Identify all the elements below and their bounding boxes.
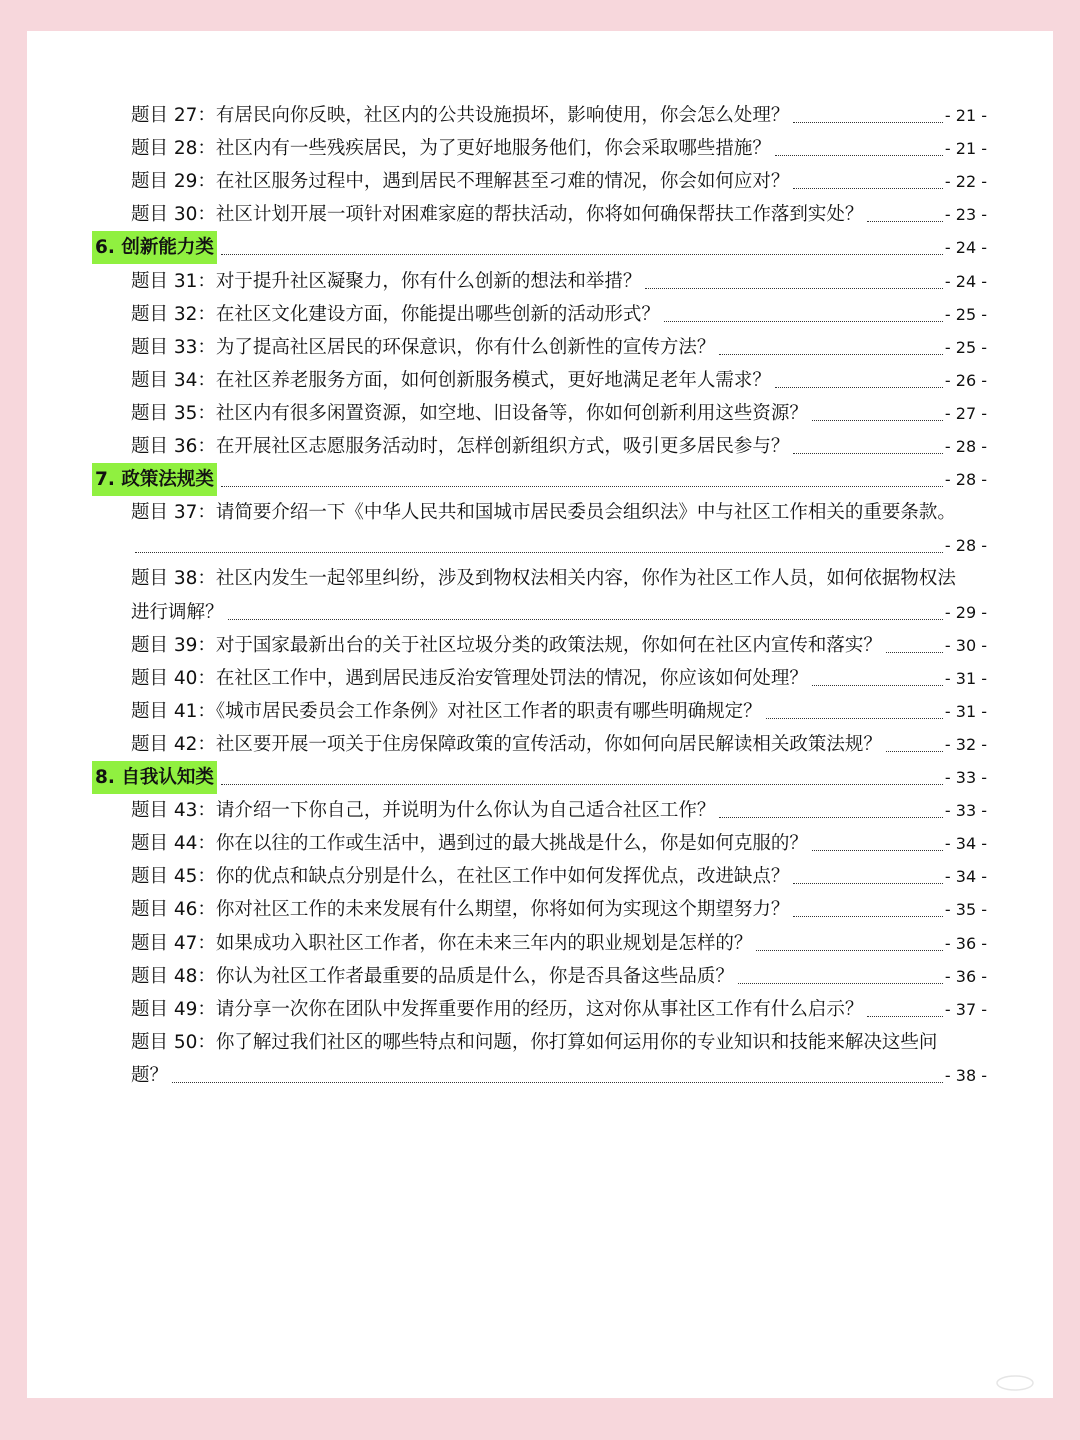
toc-item-text: 题目 48：你认为社区工作者最重要的品质是什么，你是否具备这些品质？: [131, 965, 734, 987]
dot-leader: [719, 354, 942, 355]
toc-section-row[interactable]: [92, 761, 987, 794]
toc-item-text: 题目 41：《城市居民委员会工作条例》对社区工作者的职责有哪些明确规定？: [131, 700, 762, 722]
toc-item-text: 题目 35：社区内有很多闲置资源，如空地、旧设备等，你如何创新利用这些资源？: [131, 402, 808, 424]
page-number: - 23 -: [944, 205, 987, 225]
page-number: - 38 -: [944, 1065, 987, 1085]
toc-item-row[interactable]: [131, 794, 987, 827]
dot-leader: [221, 784, 943, 785]
toc-item-text: 题目 31：对于提升社区凝聚力，你有什么创新的想法和举措？: [131, 270, 642, 292]
page-number: - 21 -: [944, 106, 987, 125]
page-number: - 28 -: [944, 536, 987, 556]
toc-item-text: 题目 42：社区要开展一项关于住房保障政策的宣传活动，你如何向居民解读相关政策法规？: [131, 733, 882, 755]
dot-leader: [793, 122, 942, 123]
dot-leader: [793, 188, 942, 189]
dot-leader: [221, 254, 943, 255]
toc-item-text: 题目 30：社区计划开展一项针对困难家庭的帮扶活动，你将如何确保帮扶工作落到实处？: [131, 204, 864, 226]
page-number: - 25 -: [944, 304, 987, 324]
dot-leader: [738, 983, 943, 984]
toc-item-row[interactable]: [131, 927, 987, 960]
toc-section-row[interactable]: [92, 231, 987, 264]
page-number: - 30 -: [944, 635, 987, 655]
page-number: - 28 -: [944, 437, 987, 456]
toc-item-row[interactable]: [131, 827, 987, 860]
page-number: - 34 -: [944, 834, 987, 854]
toc-item-text: 题目 32：在社区文化建设方面，你能提出哪些创新的活动形式？: [131, 303, 660, 325]
page-number: - 36 -: [944, 966, 987, 986]
page-number: - 33 -: [944, 801, 987, 821]
page-number: - 35 -: [944, 900, 987, 920]
toc-item-row[interactable]: [131, 629, 987, 662]
toc-item-continuation: 题？: [131, 1064, 169, 1086]
toc-item-row[interactable]: [131, 198, 987, 231]
toc-item-text: 题目 43：请介绍一下你自己，并说明为什么你认为自己适合社区工作？: [131, 800, 716, 822]
toc-item-text: 题目 49：请分享一次你在团队中发挥重要作用的经历，这对你从事社区工作有什么启示？: [131, 998, 864, 1020]
toc-item-row[interactable]: [131, 960, 987, 993]
toc-section-row[interactable]: [92, 463, 987, 496]
toc-item-text: 题目 47：如果成功入职社区工作者，你在未来三年内的职业规划是怎样的？: [131, 932, 753, 954]
dot-leader: [775, 387, 943, 388]
toc-item-row[interactable]: [131, 695, 987, 728]
page-number: - 37 -: [944, 999, 987, 1019]
document-page: [27, 31, 1053, 1398]
toc-item-row[interactable]: [131, 993, 987, 1026]
toc-item-text: 题目 37：请简要介绍一下《中华人民共和国城市居民委员会组织法》中与社区工作相关的重要条款。: [131, 502, 956, 524]
page-number: - 31 -: [944, 668, 987, 688]
page-number: - 21 -: [944, 139, 987, 159]
page-number: - 32 -: [944, 734, 987, 754]
toc-item-row[interactable]: [131, 1059, 987, 1092]
dot-leader: [812, 850, 943, 851]
dot-leader: [664, 321, 943, 322]
dot-leader: [793, 916, 942, 917]
dot-leader: [867, 221, 942, 222]
dot-leader: [719, 817, 942, 818]
dot-leader: [645, 288, 942, 289]
toc-item-text: 题目 33：为了提高社区居民的环保意识，你有什么创新性的宣传方法？: [131, 336, 716, 358]
dot-leader: [766, 718, 943, 719]
section-heading: 8. 自我认知类: [92, 761, 217, 794]
toc-item-row[interactable]: [131, 728, 987, 761]
toc-item-row[interactable]: [131, 893, 987, 926]
dot-leader: [775, 155, 943, 156]
dot-leader: [812, 685, 943, 686]
toc-item-text: 题目 29：在社区服务过程中，遇到居民不理解甚至刁难的情况，你会如何应对？: [131, 171, 790, 193]
toc-item-text: 题目 36：在开展社区志愿服务活动时，怎样创新组织方式，吸引更多居民参与？: [131, 436, 790, 457]
dot-leader: [221, 486, 943, 487]
page-number: - 27 -: [944, 403, 987, 423]
toc-item-row[interactable]: [131, 596, 987, 629]
page-number: - 22 -: [944, 172, 987, 192]
toc-item-row[interactable]: [131, 860, 987, 893]
dot-leader: [793, 883, 942, 884]
toc-item-text: 题目 34：在社区养老服务方面，如何创新服务模式，更好地满足老年人需求？: [131, 369, 771, 391]
dot-leader: [756, 950, 942, 951]
page-number: - 28 -: [944, 470, 987, 490]
dot-leader: [228, 619, 943, 620]
toc-item-row[interactable]: [131, 331, 987, 364]
toc-item-text: 题目 27：有居民向你反映，社区内的公共设施损坏，影响使用，你会怎么处理？: [131, 105, 790, 126]
section-heading: 7. 政策法规类: [92, 463, 217, 496]
toc-item-text: 题目 40：在社区工作中，遇到居民违反治安管理处罚法的情况，你应该如何处理？: [131, 667, 808, 689]
toc-item-text: 题目 39：对于国家最新出台的关于社区垃圾分类的政策法规，你如何在社区内宣传和落实？: [131, 634, 882, 656]
toc-item-row[interactable]: [131, 529, 987, 562]
toc-item-row[interactable]: [131, 430, 987, 463]
toc-item-text: 题目 46：你对社区工作的未来发展有什么期望，你将如何为实现这个期望努力？: [131, 899, 790, 921]
page-number: - 24 -: [944, 271, 987, 291]
dot-leader: [867, 1016, 942, 1017]
toc-item-row[interactable]: [131, 397, 987, 430]
page-number: - 36 -: [944, 933, 987, 953]
toc-item-row[interactable]: [131, 298, 987, 331]
page-number: - 24 -: [944, 238, 987, 258]
page-number: - 25 -: [944, 337, 987, 357]
dot-leader: [135, 552, 943, 553]
dot-leader: [886, 751, 943, 752]
page-number: - 34 -: [944, 867, 987, 887]
page-number: - 29 -: [944, 602, 987, 622]
toc-item-row[interactable]: [131, 99, 987, 132]
toc-item-text: 题目 28：社区内有一些残疾居民，为了更好地服务他们，你会采取哪些措施？: [131, 138, 771, 160]
dot-leader: [793, 453, 942, 454]
dot-leader: [812, 420, 943, 421]
dot-leader: [886, 652, 943, 653]
toc-item-text: 题目 50：你了解过我们社区的哪些特点和问题，你打算如何运用你的专业知识和技能来解决这些问: [131, 1031, 938, 1053]
dot-leader: [172, 1082, 943, 1083]
page-number: - 26 -: [944, 370, 987, 390]
toc-item-row[interactable]: [131, 662, 987, 695]
toc-item-row[interactable]: [131, 364, 987, 397]
watermark-icon: [995, 1374, 1035, 1392]
toc-item-row[interactable]: [131, 132, 987, 165]
toc-item-text: 题目 38：社区内发生一起邻里纠纷，涉及到物权法相关内容，你作为社区工作人员，如何依据物权法: [131, 568, 956, 590]
page-number: - 31 -: [944, 701, 987, 721]
toc-item-text: 题目 45：你的优点和缺点分别是什么，在社区工作中如何发挥优点，改进缺点？: [131, 866, 790, 888]
page-number: - 33 -: [944, 768, 987, 787]
section-heading: 6. 创新能力类: [92, 231, 217, 264]
toc-item-row[interactable]: [131, 165, 987, 198]
toc-item-continuation: 进行调解？: [131, 601, 224, 623]
toc-item-row[interactable]: [131, 265, 987, 298]
toc-item-text: 题目 44：你在以往的工作或生活中，遇到过的最大挑战是什么，你是如何克服的？: [131, 833, 808, 855]
